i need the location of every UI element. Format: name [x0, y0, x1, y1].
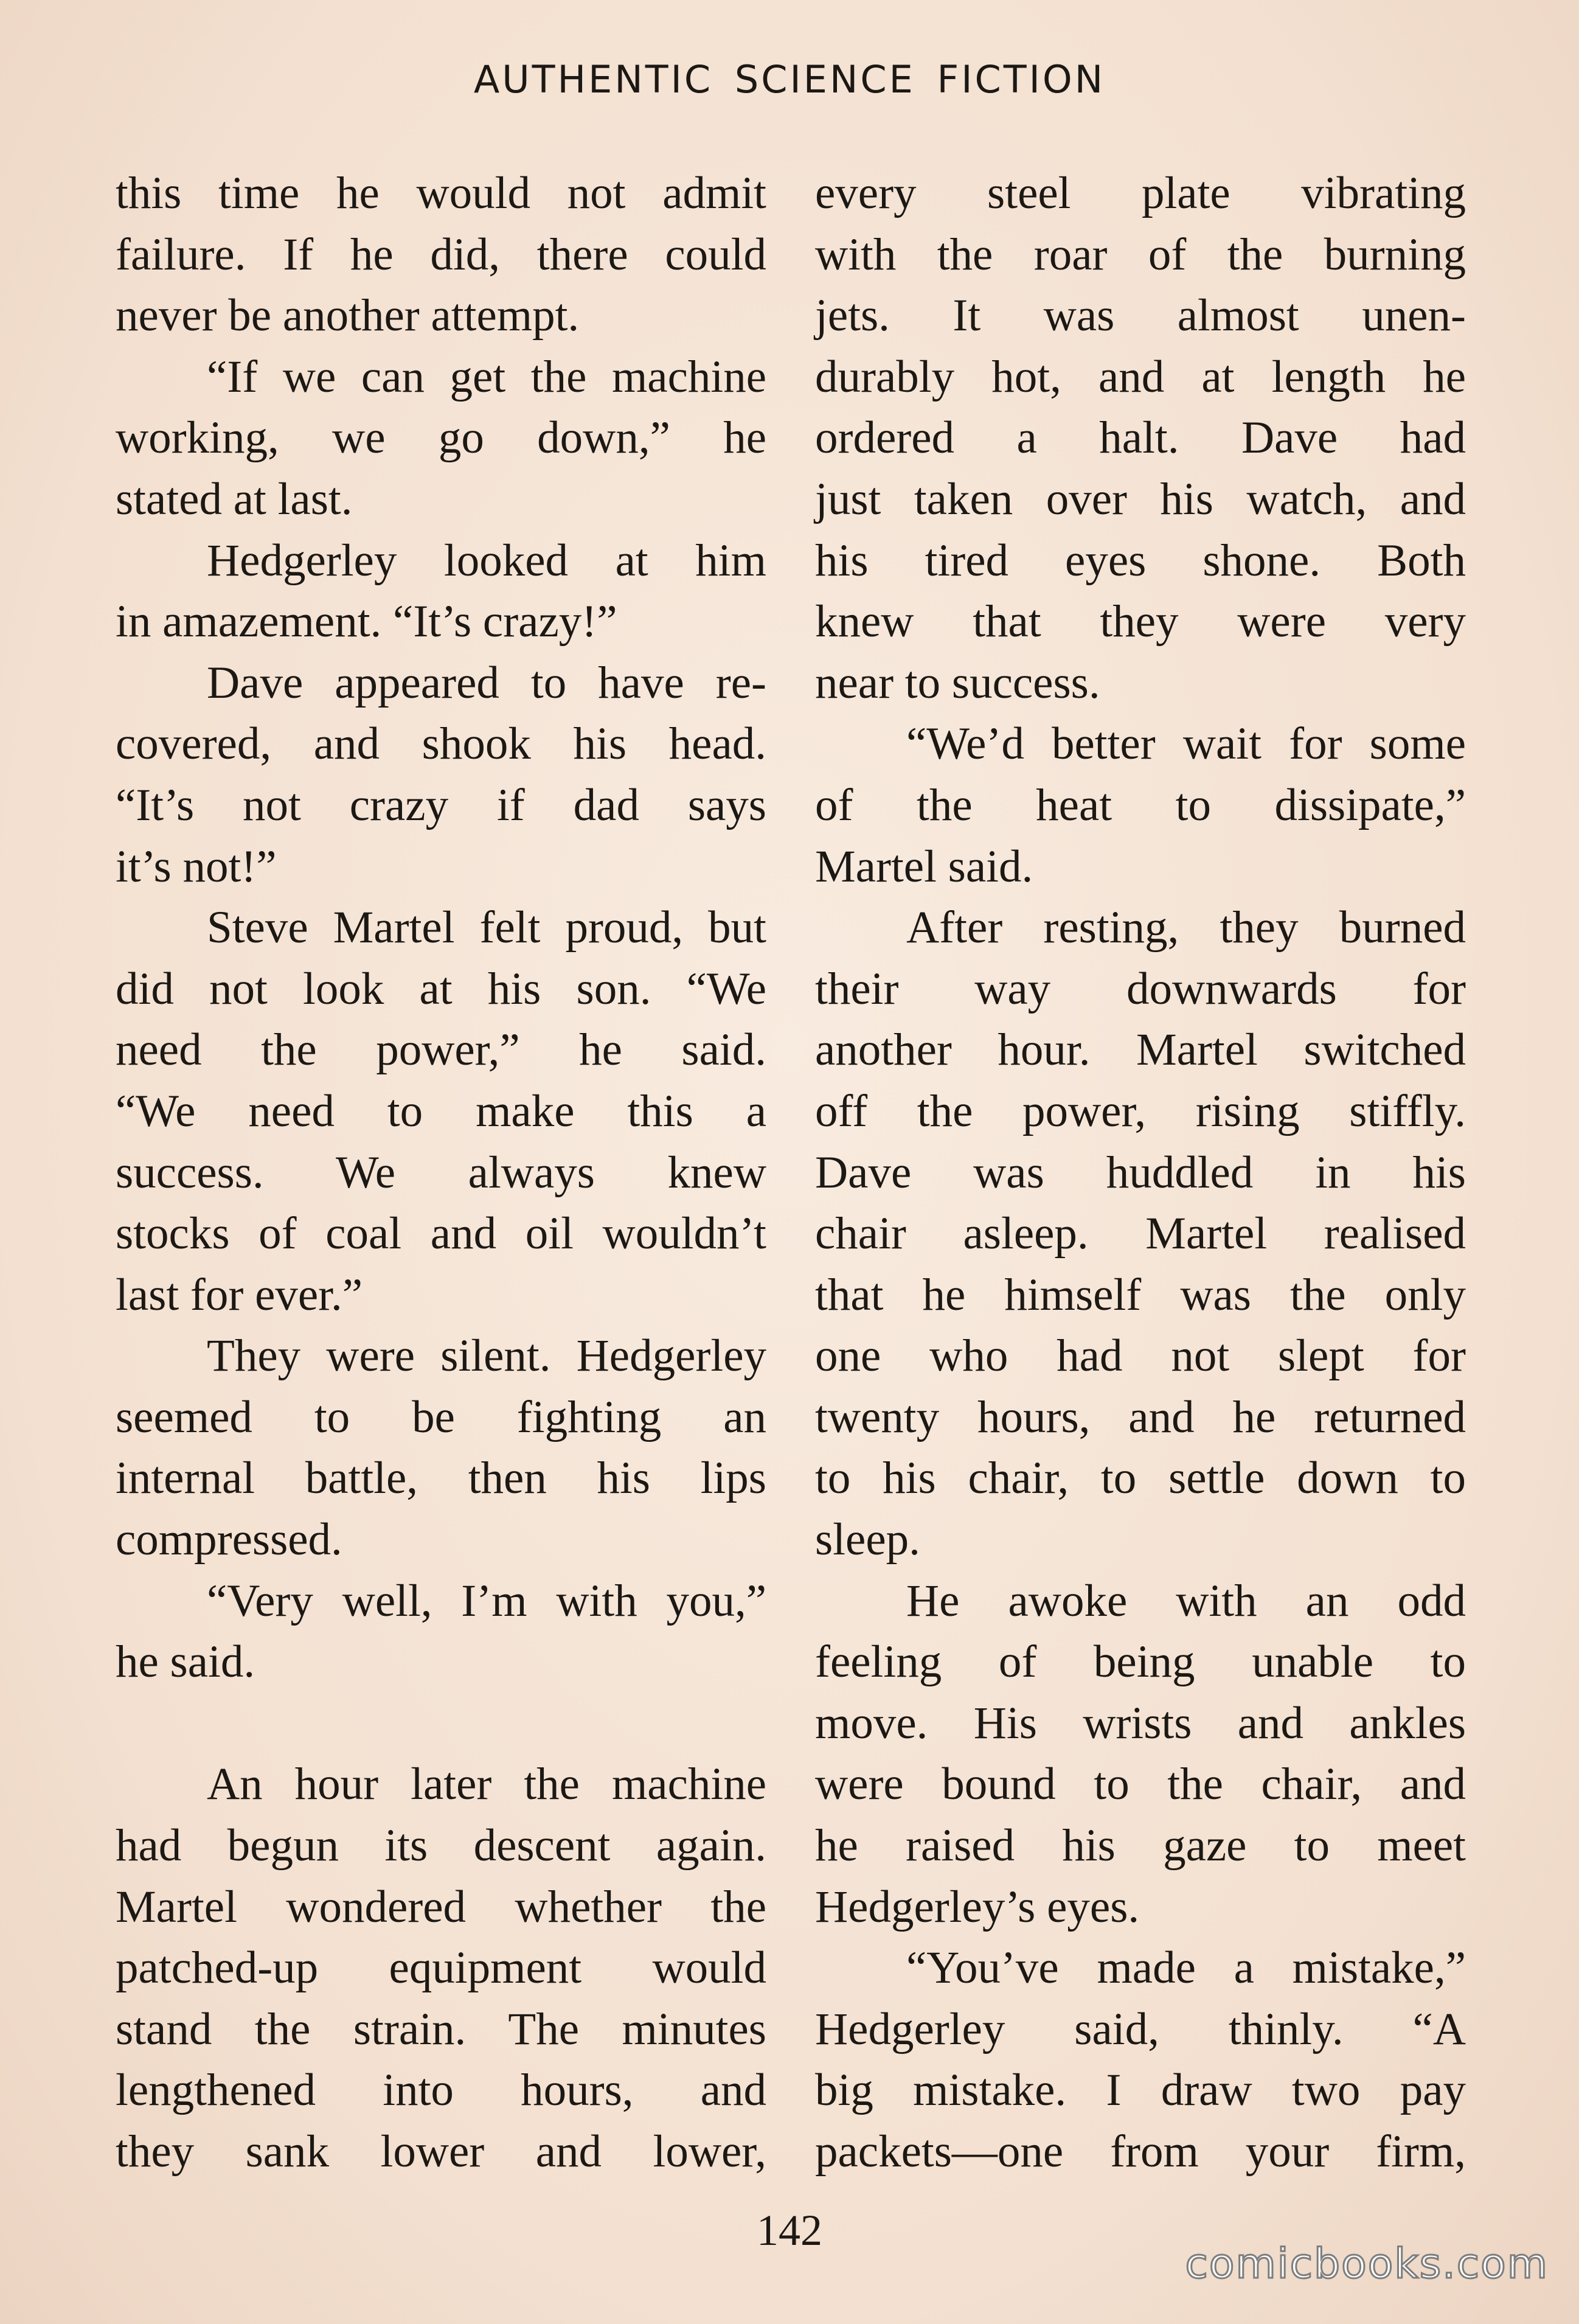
text-line: “We’d better wait for some	[815, 718, 1466, 770]
text-line: Martel said.	[815, 841, 1033, 892]
text-line: never be another attempt.	[116, 290, 580, 341]
text-line: near to success.	[815, 657, 1100, 708]
text-line: off the power, rising stiffly.	[815, 1085, 1466, 1136]
text-line: working, we go down,” he	[116, 412, 766, 464]
text-column-left	[116, 163, 766, 2183]
text-line: this time he would not admit	[116, 168, 766, 218]
text-line: “You’ve made a mistake,”	[815, 1943, 1466, 1994]
text-line: need the power,” he said.	[116, 1025, 766, 1076]
text-line: jets. It was almost unen-	[815, 290, 1466, 341]
text-line: Dave appeared to have re-	[116, 657, 766, 708]
text-line: his tired eyes shone. Both	[815, 535, 1466, 586]
text-line: seemed to be fighting an	[116, 1391, 766, 1442]
text-line: stocks of coal and oil wouldn’t	[116, 1208, 766, 1259]
text-line: he raised his gaze to meet	[815, 1820, 1466, 1871]
text-line: After resting, they burned	[815, 902, 1466, 953]
text-line: had begun its descent again.	[116, 1820, 766, 1871]
text-line: stand the strain. The minutes	[116, 2003, 766, 2054]
text-line: Dave was huddled in his	[815, 1147, 1466, 1198]
text-line: ordered a halt. Dave had	[815, 412, 1466, 464]
text-line: big mistake. I draw two pay	[815, 2065, 1466, 2116]
text-line: lengthened into hours, and	[116, 2065, 766, 2116]
text-line: He awoke with an odd	[815, 1575, 1466, 1626]
text-line: did not look at his son. “We	[116, 963, 766, 1014]
text-line: it’s not!”	[116, 841, 277, 892]
text-line: “We need to make this a	[116, 1085, 766, 1136]
text-line	[116, 1693, 766, 1755]
text-line: Hedgerley looked at him	[116, 535, 766, 586]
text-line: with the roar of the burning	[815, 229, 1466, 280]
text-line: Steve Martel felt proud, but	[116, 902, 766, 953]
site-watermark: comicbooks.com	[1185, 2240, 1549, 2288]
text-line: they sank lower and lower,	[116, 2126, 766, 2177]
text-line: failure. If he did, there could	[116, 229, 766, 280]
text-line: twenty hours, and he returned	[815, 1391, 1466, 1442]
text-line: patched-up equipment would	[116, 1943, 766, 1994]
text-line: sleep.	[815, 1514, 920, 1565]
text-line: covered, and shook his head.	[116, 718, 766, 770]
text-line: “It’s not crazy if dad says	[116, 779, 766, 830]
text-line: An hour later the machine	[116, 1759, 766, 1810]
running-header: AUTHENTIC SCIENCE FICTION	[473, 57, 1106, 102]
text-line: knew that they were very	[815, 596, 1466, 647]
text-line: Hedgerley said, thinly. “A	[815, 2003, 1466, 2054]
text-line: to his chair, to settle down to	[815, 1453, 1466, 1504]
text-line: stated at last.	[116, 473, 353, 524]
text-line: durably hot, and at length he	[815, 351, 1466, 402]
text-line: of the heat to dissipate,”	[815, 779, 1466, 830]
text-line: were bound to the chair, and	[815, 1759, 1466, 1810]
text-line: They were silent. Hedgerley	[116, 1331, 766, 1382]
text-line: “Very well, I’m with you,”	[116, 1575, 766, 1626]
text-line: success. We always knew	[116, 1147, 766, 1198]
text-line: in amazement. “It’s crazy!”	[116, 596, 617, 647]
text-line: their way downwards for	[815, 963, 1466, 1014]
text-line: chair asleep. Martel realised	[815, 1208, 1466, 1259]
text-line: internal battle, then his lips	[116, 1453, 766, 1504]
text-line: every steel plate vibrating	[815, 168, 1466, 218]
text-line: one who had not slept for	[815, 1331, 1466, 1382]
text-line: “If we can get the machine	[116, 351, 766, 402]
text-line: move. His wrists and ankles	[815, 1697, 1466, 1748]
text-line: Hedgerley’s eyes.	[815, 1881, 1140, 1932]
text-line: another hour. Martel switched	[815, 1025, 1466, 1076]
text-line: last for ever.”	[116, 1269, 363, 1320]
text-line: just taken over his watch, and	[815, 473, 1466, 524]
text-column-right	[815, 163, 1466, 2183]
text-line: feeling of being unable to	[815, 1637, 1466, 1688]
page-number: 142	[757, 2206, 822, 2255]
text-line: Martel wondered whether the	[116, 1881, 766, 1932]
text-line: he said.	[116, 1637, 255, 1688]
text-line: packets—one from your firm,	[815, 2126, 1466, 2177]
text-line: that he himself was the only	[815, 1269, 1466, 1320]
text-line: compressed.	[116, 1514, 342, 1565]
